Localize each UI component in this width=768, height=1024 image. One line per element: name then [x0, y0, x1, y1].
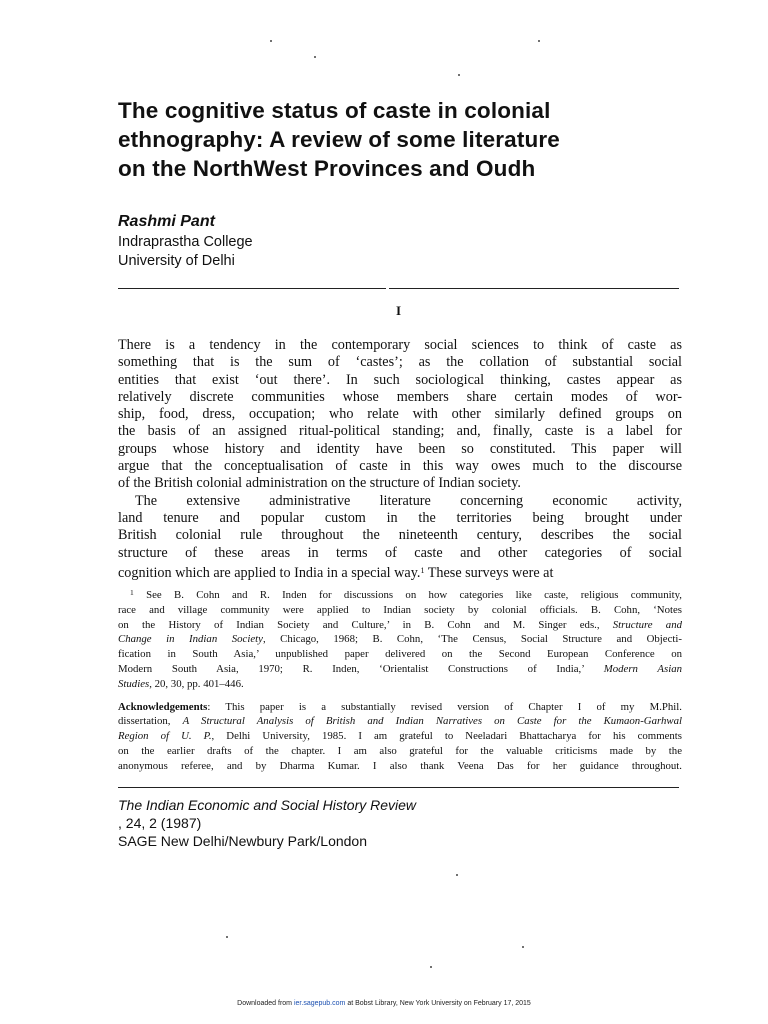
body-line: [118, 562, 682, 582]
body-line: structure of these areas in terms of caste and other categories of social: [118, 544, 682, 561]
author-affiliation: [118, 233, 253, 271]
footnote-italic: Structure and: [612, 618, 682, 631]
footnote-text: See B. Cohn and R. Inden for discussions on how categories like caste, religious community,: [146, 589, 682, 601]
body-line: of the British colonial administration on the structure of Indian society.: [118, 475, 521, 492]
ack-text: : This paper is a substantially revised version of Chapter I of my M.Phil.: [207, 700, 682, 713]
affiliation-line: Indraprastha College: [118, 234, 253, 250]
footnote-line: race and village community were applied to Indian society by colonial officials. B. Cohn, ‘Notes: [118, 603, 682, 616]
journal-citation: [118, 796, 416, 850]
sagepub-link[interactable]: ier.sagepub.com: [293, 1000, 346, 1007]
scan-speck: [522, 946, 524, 948]
scan-speck: [456, 874, 458, 876]
footnote-number: 1: [130, 588, 134, 597]
footnote-text: Chicago, 1968; B. Cohn, ‘The Census, Social Structure and Objecti-: [280, 633, 682, 646]
section-divider: [118, 288, 386, 289]
scan-speck: [270, 40, 272, 42]
footnote-line: [118, 618, 682, 633]
scan-speck: [458, 74, 460, 76]
download-prefix: Downloaded from: [237, 1000, 293, 1007]
body-line: groups whose history and identity have been so constituted. This paper will: [118, 440, 682, 457]
ack-text: , Delhi University, 1985. I am grateful to Neeladari Bhattacharya for his comments: [211, 730, 682, 743]
body-line: British colonial rule throughout the nineteenth century, describes the social: [118, 527, 682, 544]
footnote-italic: Change in Indian Society: [118, 633, 263, 646]
journal-name: The Indian Economic and Social History Review: [118, 797, 417, 813]
body-line-tail: These surveys were at: [427, 564, 554, 581]
download-suffix: at Bobst Library, New York University on February 17, 2015: [347, 1000, 531, 1007]
download-notice: [0, 1000, 768, 1007]
ack-text: dissertation,: [118, 715, 171, 728]
footnote-text: on the History of Indian Society and Culture,’ in B. Cohn and M. Singer eds.,: [118, 618, 600, 631]
ack-italic: A Structural Analysis of British and Indian Narratives on Caste for the Kumaon-Garhwal: [182, 715, 682, 728]
footnote-line: Change in Indian Society, Chicago, 1968; B. Cohn, ‘The Census, Social Structure and Objecti-: [118, 633, 682, 646]
scan-speck: [226, 936, 228, 938]
scan-speck: [314, 56, 316, 58]
scan-speck: [538, 40, 540, 42]
ack-italic: Region of U. P.: [118, 730, 212, 743]
body-line: relatively discrete communities whose members share certain modes of wor-: [118, 388, 682, 405]
scan-speck: [430, 966, 432, 968]
ack-label: Acknowledgements: [118, 700, 208, 713]
body-paragraphs: [118, 337, 682, 582]
article-title: [118, 96, 718, 183]
section-number: I: [396, 303, 402, 318]
body-line: ship, food, dress, occupation; who relate with other similarly defined groups on: [118, 406, 682, 423]
footnote-line: [118, 677, 682, 692]
author-name: Rashmi Pant: [118, 213, 215, 230]
section-divider: [389, 288, 679, 289]
journal-line: [118, 796, 416, 832]
body-line: entities that exist ‘out there’. In such sociological thinking, castes appear as: [118, 371, 682, 388]
footnote-reference: 1: [420, 565, 425, 575]
ack-line: anonymous referee, and by Dharma Kumar. I also thank Veena Das for her guidance throughout.: [118, 759, 682, 772]
body-line: something that is the sum of ‘castes’; as the collation of substantial social: [118, 354, 682, 371]
ack-line: [118, 714, 682, 729]
title-line: The cognitive status of caste in colonial: [118, 98, 551, 123]
footnote-line: [118, 662, 682, 677]
journal-issue: , 24, 2 (1987): [118, 815, 202, 831]
footnote-text: Modern South Asia, 1970; R. Inden, ‘Orientalist Constructions of India,’: [118, 662, 585, 675]
journal-divider: [118, 787, 679, 788]
title-line: on the NorthWest Provinces and Oudh: [118, 156, 536, 181]
footnote-italic: Studies: [118, 677, 150, 690]
body-line: There is a tendency in the contemporary social sciences to think of caste as: [118, 337, 682, 353]
acknowledgements: [118, 700, 682, 774]
footnote: [118, 586, 682, 692]
body-line: The extensive administrative literature concerning economic activity,: [135, 492, 682, 509]
body-line: argue that the conceptualisation of caste in this way owes much to the discourse: [118, 458, 682, 475]
footnote-text: , 20, 30, pp. 401–446.: [149, 677, 244, 690]
footnote-italic: Modern Asian: [603, 662, 682, 675]
body-line: the basis of an assigned ritual-political standing; and, finally, caste is a label for: [118, 423, 682, 440]
affiliation-line: University of Delhi: [118, 253, 235, 269]
ack-line: on the earlier drafts of the chapter. I am also grateful for the valuable criticisms made by the: [118, 744, 682, 757]
title-line: ethnography: A review of some literature: [118, 127, 560, 152]
notes-block: [118, 586, 682, 774]
journal-publisher: SAGE New Delhi/Newbury Park/London: [118, 833, 368, 849]
ack-line: [118, 700, 682, 715]
body-line: land tenure and popular custom in the territories being brought under: [118, 509, 682, 526]
body-line-text: cognition which are applied to India in a special way.: [118, 564, 421, 581]
ack-line: [118, 729, 682, 744]
footnote-line: [118, 586, 682, 603]
footnote-line: fication in South Asia,’ unpublished paper delivered on the Second European Conference on: [118, 648, 682, 661]
